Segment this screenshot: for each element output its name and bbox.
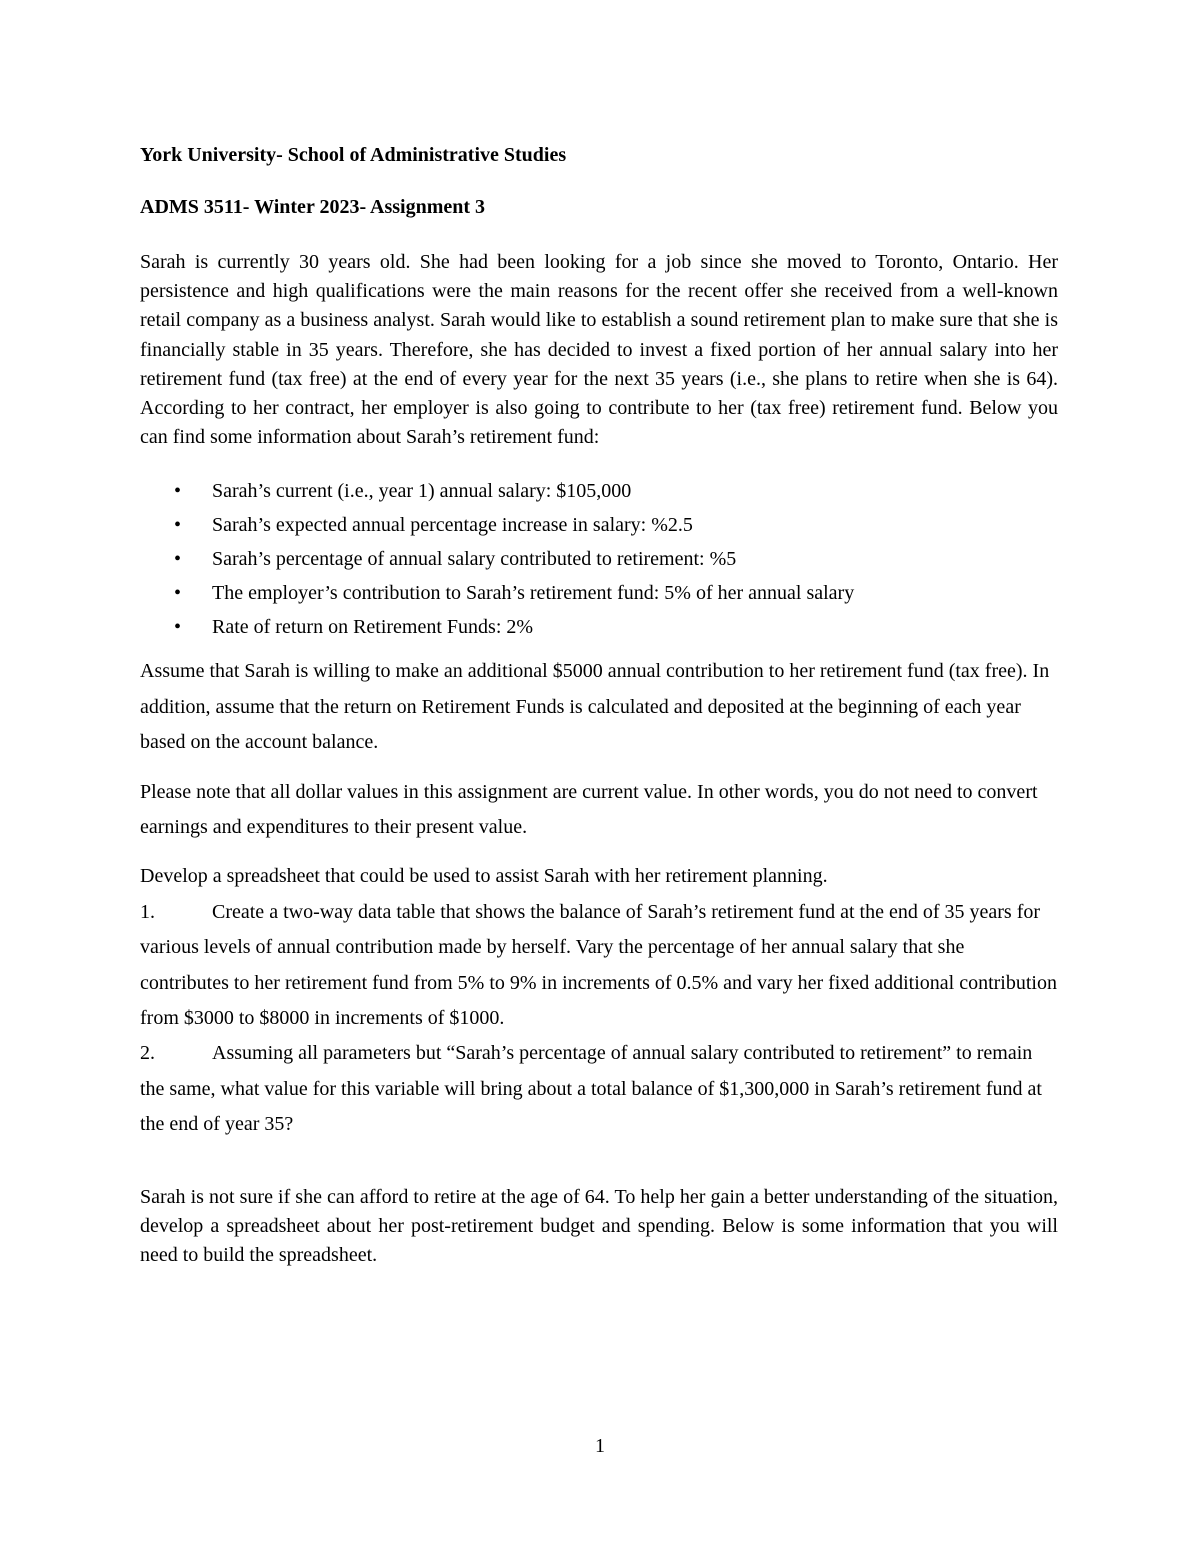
- question-text: Assuming all parameters but “Sarah’s percentage of annual salary contributed to retirement” to remain the same, what value for this variable will bring about a total balance of $1,300,000 in Sarah’s retirement fund at the end of year 35?: [140, 1042, 1042, 1136]
- bullet-icon: •: [174, 480, 182, 503]
- list-item-text: Sarah’s current (i.e., year 1) annual salary: $105,000: [212, 480, 632, 503]
- list-item-text: Sarah’s percentage of annual salary contributed to retirement: %5: [212, 548, 737, 571]
- bullet-icon: •: [174, 548, 182, 571]
- list-item: [140, 576, 1058, 610]
- bullet-icon: •: [174, 582, 182, 605]
- bullet-icon: •: [174, 616, 182, 639]
- document-body: [140, 140, 1058, 1270]
- develop-paragraph: Develop a spreadsheet that could be used to assist Sarah with her retirement planning.: [140, 865, 828, 888]
- list-item: [140, 474, 1058, 508]
- list-item-text: Sarah’s expected annual percentage increase in salary: %2.5: [212, 514, 693, 537]
- note-paragraph: Please note that all dollar values in this assignment are current value. In other words, you do not need to convert earnings and expenditures to their present value.: [140, 780, 1038, 839]
- list-item-text: Rate of return on Retirement Funds: 2%: [212, 616, 534, 639]
- assumption-paragraph: Assume that Sarah is willing to make an additional $5000 annual contribution to her retirement fund (tax free). In addition, assume that the return on Retirement Funds is calculated and deposited at the beginning of each year based on the account balance.: [140, 660, 1050, 754]
- assignment-heading: ADMS 3511- Winter 2023- Assignment 3: [140, 196, 486, 218]
- question-number: 1.: [140, 900, 155, 923]
- question-2: [140, 1036, 1058, 1142]
- intro-paragraph: Sarah is currently 30 years old. She had been looking for a job since she moved to Toronto, Ontario. Her persistence and high qualifications were the main reasons for the recent offer she received from a well-known retail company as a business analyst. Sarah would like to establish a sound retirement plan to make sure that she is financially stable in 35 years. Therefore, she has decided to invest a fixed portion of her annual salary into her retirement fund (tax free) at the end of every year for the next 35 years (i.e., she plans to retire when she is 64). According to her contract, her employer is also going to contribute to her (tax free) retirement fund. Below you can find some information about Sarah’s retirement fund:: [140, 251, 1058, 449]
- university-heading: York University- School of Administrative Studies: [140, 144, 567, 166]
- list-item: [140, 542, 1058, 576]
- question-text: Create a two-way data table that shows the balance of Sarah’s retirement fund at the end of 35 years for various levels of annual contribution made by herself. Vary the percentage of her annual salary that she contributes to her retirement fund from 5% to 9% in increments of 0.5% and vary her fixed additional contribution from $3000 to $8000 in increments of $1000.: [140, 900, 1057, 1030]
- question-number: 2.: [140, 1042, 155, 1065]
- bullet-icon: •: [174, 514, 182, 537]
- list-item: [140, 610, 1058, 644]
- page-number: 1: [595, 1435, 605, 1457]
- closing-paragraph: Sarah is not sure if she can afford to retire at the age of 64. To help her gain a better understanding of the situation, develop a spreadsheet about her post-retirement budget and spending. Below is some information that you will need to build the spreadsheet.: [140, 1185, 1058, 1267]
- question-1: [140, 895, 1058, 1037]
- retirement-fund-info-list: [140, 474, 1058, 644]
- list-item-text: The employer’s contribution to Sarah’s retirement fund: 5% of her annual salary: [212, 582, 855, 605]
- list-item: [140, 508, 1058, 542]
